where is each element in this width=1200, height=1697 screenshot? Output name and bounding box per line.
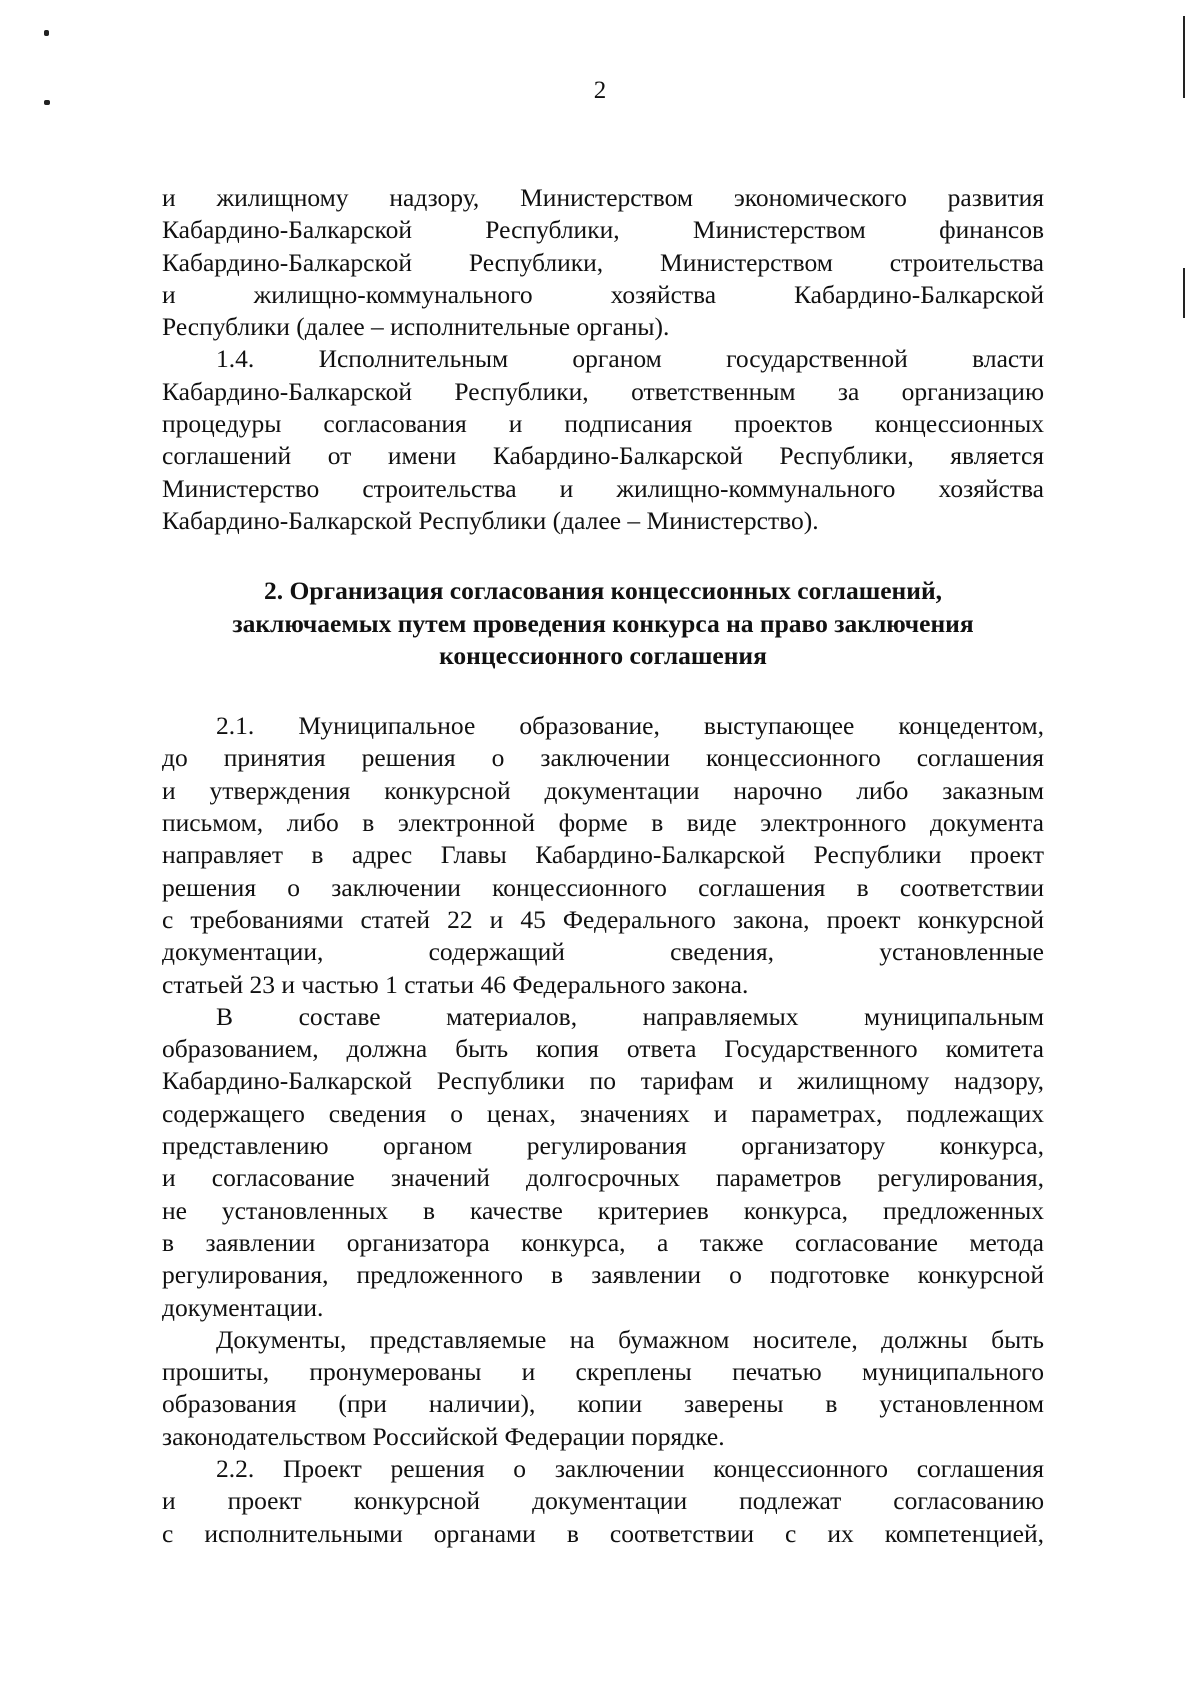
text-line: статьей 23 и частью 1 статьи 46 Федерального закона. xyxy=(162,969,749,999)
text-line: документации, содержащий сведения, установленные xyxy=(162,937,1044,967)
text-line: документации. xyxy=(162,1292,324,1322)
section-heading xyxy=(162,575,1044,672)
heading-line: 2. Организация согласования концессионных соглашений, xyxy=(263,576,943,606)
paragraph-2-2 xyxy=(162,1453,1044,1550)
text-line: и утверждения конкурсной документации нарочно либо заказным xyxy=(162,775,1044,805)
text-line: направляет в адрес Главы Кабардино-Балкарской Республики проект xyxy=(162,840,1044,870)
text-line: регулирования, предложенного в заявлении о подготовке конкурсной xyxy=(162,1260,1044,1290)
text-line: 2.2. Проект решения о заключении концессионного соглашения xyxy=(216,1453,1044,1483)
page-number: 2 xyxy=(593,77,607,104)
text-line: Кабардино-Балкарской Республики, ответственным за организацию xyxy=(162,376,1044,406)
text-line: и проект конкурсной документации подлежат согласованию xyxy=(162,1486,1044,1516)
text-line: 2.1. Муниципальное образование, выступающее концедентом, xyxy=(216,711,1044,741)
heading-line: заключаемых путем проведения конкурса на право заключения xyxy=(232,608,974,638)
text-line: Документы, представляемые на бумажном носителе, должны быть xyxy=(216,1324,1044,1354)
text-line: и жилищно-коммунального хозяйства Кабардино-Балкарской xyxy=(162,279,1044,309)
document-body xyxy=(162,182,1044,1550)
text-line: Кабардино-Балкарской Республики, Министерством строительства xyxy=(162,247,1044,277)
text-line: процедуры согласования и подписания проектов концессионных xyxy=(162,409,1044,439)
text-line: представлению органом регулирования организатору конкурса, xyxy=(162,1131,1044,1161)
text-line: с требованиями статей 22 и 45 Федерального закона, проект конкурсной xyxy=(162,904,1044,934)
heading-line: концессионного соглашения xyxy=(439,640,767,670)
paragraph-2-1 xyxy=(162,710,1044,1001)
text-line: и согласование значений долгосрочных параметров регулирования, xyxy=(162,1163,1044,1193)
paragraph-1-4 xyxy=(162,343,1044,537)
text-line: соглашений от имени Кабардино-Балкарской Республики, является xyxy=(162,441,1044,471)
paragraph-executive-bodies xyxy=(162,182,1044,343)
text-line: решения о заключении концессионного соглашения в соответствии xyxy=(162,872,1044,902)
text-line: содержащего сведения о ценах, значениях и параметрах, подлежащих xyxy=(162,1098,1044,1128)
text-line: законодательством Российской Федерации порядке. xyxy=(162,1421,725,1451)
text-line: Кабардино-Балкарской Республики, Министерством финансов xyxy=(162,215,1044,245)
text-line: 1.4. Исполнительным органом государственной власти xyxy=(216,344,1044,374)
text-line: Республики (далее – исполнительные органы). xyxy=(162,312,670,342)
text-line: В составе материалов, направляемых муниципальным xyxy=(216,1001,1044,1031)
text-line: не установленных в качестве критериев конкурса, предложенных xyxy=(162,1195,1044,1225)
text-line: и жилищному надзору, Министерством экономического развития xyxy=(162,183,1044,212)
text-line: письмом, либо в электронной форме в виде электронного документа xyxy=(162,808,1044,838)
text-line: в заявлении организатора конкурса, а также согласование метода xyxy=(162,1227,1044,1257)
text-line: образования (при наличии), копии заверены в установленном xyxy=(162,1389,1044,1419)
paragraph-documents xyxy=(162,1324,1044,1453)
text-line: с исполнительными органами в соответствии с их компетенцией, xyxy=(162,1518,1044,1548)
text-line: Кабардино-Балкарской Республики (далее – Министерство). xyxy=(162,505,819,535)
scan-mark-top-left xyxy=(44,30,49,36)
text-line: прошиты, пронумерованы и скреплены печатью муниципального xyxy=(162,1357,1044,1387)
text-line: Министерство строительства и жилищно-коммунального хозяйства xyxy=(162,473,1044,503)
scan-edge-line-middle xyxy=(1183,268,1185,318)
text-line: образованием, должна быть копия ответа Государственного комитета xyxy=(162,1034,1044,1064)
text-line: Кабардино-Балкарской Республики по тарифам и жилищному надзору, xyxy=(162,1066,1044,1096)
text-line: до принятия решения о заключении концессионного соглашения xyxy=(162,743,1044,773)
paragraph-materials xyxy=(162,1001,1044,1324)
